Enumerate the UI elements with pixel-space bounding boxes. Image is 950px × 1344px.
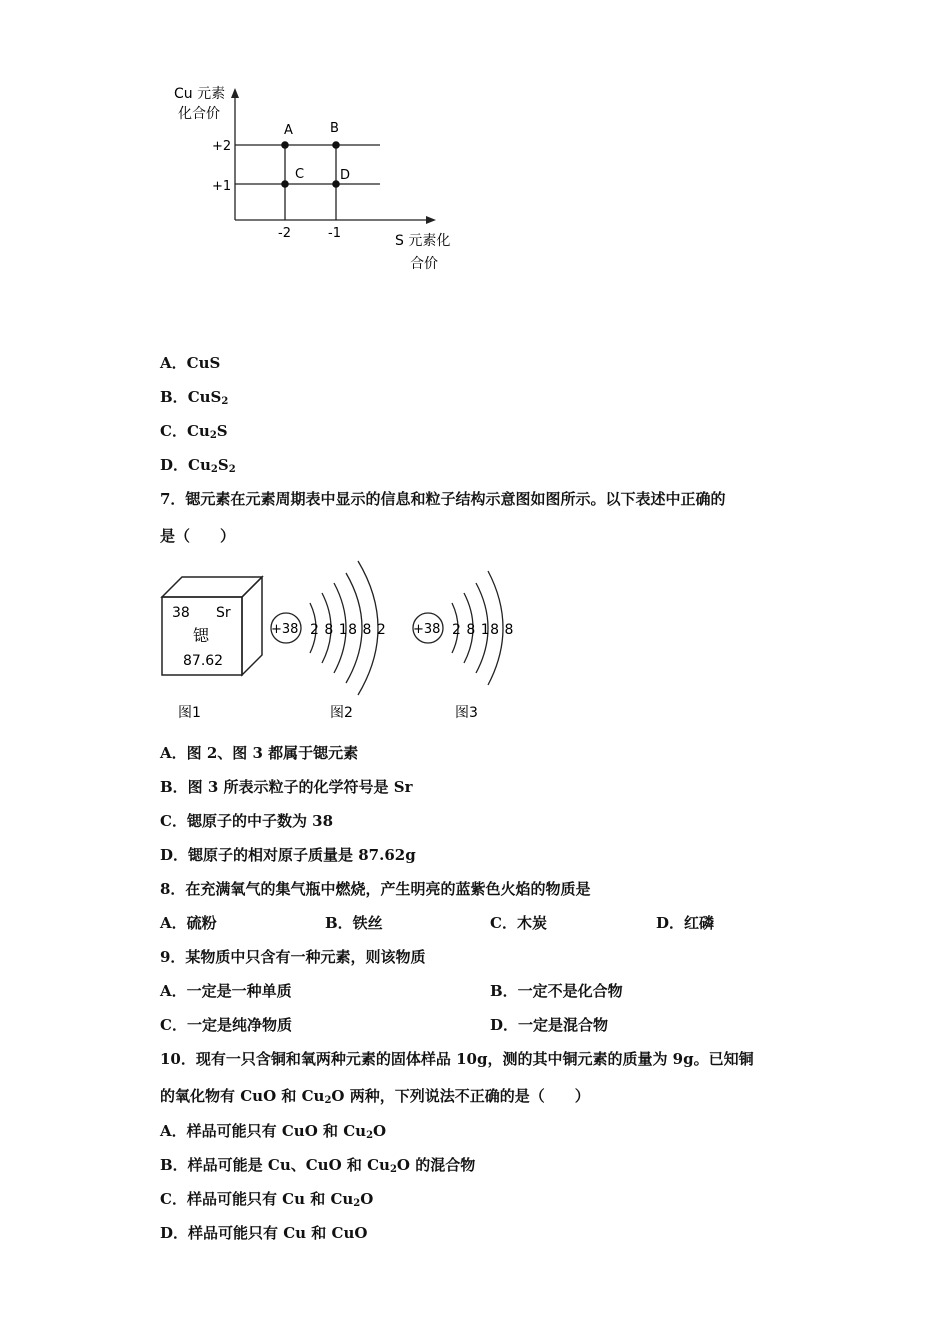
- q9-option-a[interactable]: A．一定是一种单质: [160, 982, 292, 1000]
- q9-option-b[interactable]: B．一定不是化合物: [490, 982, 623, 1000]
- q9-option-c[interactable]: C．一定是纯净物质: [160, 1016, 292, 1034]
- point-d-label: D: [340, 168, 351, 183]
- q7-stem-line1: 7．锶元素在元素周期表中显示的信息和粒子结构示意图如图所示。以下表述中正确的: [160, 490, 726, 508]
- q10-option-c[interactable]: C．样品可能只有 Cu 和 $Cu_2O$: [160, 1190, 374, 1209]
- q7-option-b[interactable]: B．图 3 所表示粒子的化学符号是 Sr: [160, 778, 413, 796]
- q7-option-d[interactable]: D．锶原子的相对原子质量是 87.62g: [160, 846, 416, 864]
- q10-option-d[interactable]: D．样品可能只有 Cu 和 CuO: [160, 1224, 368, 1242]
- y-axis-label-2: 化合价: [178, 106, 220, 122]
- fig2-caption: 图2: [330, 705, 353, 721]
- q6-option-b[interactable]: B．CuS$_2$: [160, 388, 229, 407]
- atomic-number: 38: [172, 605, 190, 621]
- q8-option-c[interactable]: C．木炭: [490, 914, 547, 932]
- point-b: [332, 141, 340, 149]
- point-a: [281, 141, 289, 149]
- x-tick-minus2: -2: [278, 226, 291, 241]
- q10-option-a[interactable]: A．样品可能只有 CuO 和 $Cu_2O$: [160, 1122, 387, 1141]
- q6-option-a[interactable]: A．CuS: [160, 354, 221, 372]
- q10-option-b[interactable]: B．样品可能是 Cu、CuO 和 $Cu_2O$ 的混合物: [160, 1156, 476, 1175]
- element-name: 锶: [193, 626, 210, 645]
- x-axis-label-2: 合价: [410, 256, 438, 272]
- x-axis-arrow: [426, 216, 436, 224]
- fig2-electrons: 2 8 18 8 2: [310, 622, 387, 638]
- q8-option-d[interactable]: D．红磷: [656, 914, 715, 932]
- fig3-nucleus-charge: +38: [413, 622, 441, 637]
- q8-option-b[interactable]: B．铁丝: [325, 914, 383, 932]
- valence-graph: [160, 80, 480, 280]
- x-tick-minus1: -1: [328, 226, 341, 241]
- q8-option-a[interactable]: A．硫粉: [160, 914, 217, 932]
- q9-stem: 9．某物质中只含有一种元素，则该物质: [160, 948, 426, 966]
- point-a-label: A: [284, 123, 293, 138]
- fig3-electrons: 2 8 18 8: [452, 622, 514, 638]
- point-c-label: C: [295, 167, 305, 182]
- fig3-caption: 图3: [455, 705, 478, 721]
- q7-option-a[interactable]: A．图 2、图 3 都属于锶元素: [160, 744, 359, 762]
- y-tick-plus2: +2: [212, 139, 232, 154]
- q7-stem-line2: 是（ ）: [160, 527, 236, 545]
- y-tick-plus1: +1: [212, 179, 232, 194]
- strontium-figure: [150, 555, 530, 730]
- point-d: [332, 180, 340, 188]
- q7-option-c[interactable]: C．锶原子的中子数为 38: [160, 812, 334, 830]
- y-axis-arrow: [231, 88, 239, 98]
- atomic-mass: 87.62: [183, 653, 224, 669]
- x-axis-label-1: S 元素化: [395, 233, 451, 249]
- q8-stem: 8．在充满氧气的集气瓶中燃烧，产生明亮的蓝紫色火焰的物质是: [160, 880, 591, 898]
- q9-option-d[interactable]: D．一定是混合物: [490, 1016, 609, 1034]
- point-b-label: B: [330, 121, 339, 136]
- y-axis-label-1: Cu 元素: [174, 86, 226, 102]
- q6-option-c[interactable]: C．$Cu_2S$: [160, 422, 228, 441]
- point-c: [281, 180, 289, 188]
- fig2-nucleus-charge: +38: [271, 622, 299, 637]
- element-symbol: Sr: [216, 605, 231, 621]
- q10-stem-line1: 10．现有一只含铜和氧两种元素的固体样品 10g，测的其中铜元素的质量为 9g。已知铜: [160, 1050, 754, 1068]
- fig1-caption: 图1: [178, 705, 201, 721]
- q6-option-d[interactable]: D．$Cu_2S_2$: [160, 456, 236, 475]
- q10-stem-line2: 的氧化物有 CuO 和 $Cu_2O$ 两种，下列说法不正确的是（ ）: [160, 1087, 590, 1106]
